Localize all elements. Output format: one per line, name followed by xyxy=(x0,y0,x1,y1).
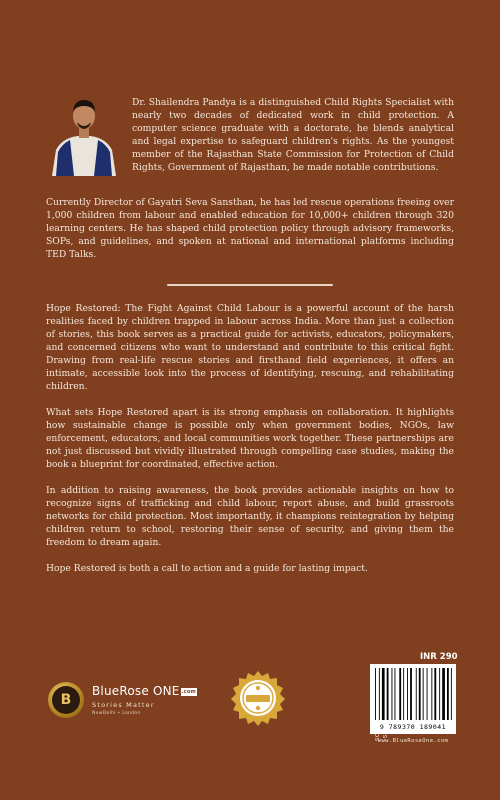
blurb-paragraph-3: In addition to raising awareness, the book provides actionable insights on how to recognize signs of trafficking and child labour, report abuse, and build grassroots networks for child protection. Most importantly, it champions reintegration by helping children return to school, restoring their sense of security, and giving them the freedom to dream again. xyxy=(46,485,454,548)
publisher-tagline: Stories Matter xyxy=(92,701,155,709)
quality-seal-icon xyxy=(230,670,286,726)
book-blurb xyxy=(46,302,454,588)
publisher-name-box: .com xyxy=(181,688,196,695)
isbn-number: 9 789370 189041 xyxy=(379,723,447,731)
blurb-paragraph-2: What sets Hope Restored apart is its strong emphasis on collaboration. It highlights how sustainable change is possible only when government bodies, NGOs, law enforcement, educators, and local communities work together. These partnerships are not just discussed but vividly illustrated through compelling case studies, making the book a blueprint for coordinated, effective action. xyxy=(46,407,454,470)
author-bio-paragraph-2: Currently Director of Gayatri Seva Sansthan, he has led rescue operations freeing over 1,000 children from labour and enabled education for 10,000+ children through 320 learning centers. He has shaped child protection policy through advisory frameworks, SOPs, and guidelines, and spoken at national and international platforms including TED Talks. xyxy=(46,197,454,260)
publisher-website: www.BlueRoseOne.com xyxy=(377,738,449,744)
blurb-paragraph-1: Hope Restored: The Fight Against Child Labour is a powerful account of the harsh realities faced by children trapped in labour across India. More than just a collection of stories, this book serves as a practical guide for activists, educators, policymakers, and concerned citizens who want to understand and contribute to this critical fight. Drawing from real-life rescue stories and firsthand field experiences, it offers an intimate, accessible look into the process of identifying, rescuing, and rehabilitating children. xyxy=(46,303,454,392)
publisher-locations: NewDelhi • London xyxy=(92,711,141,716)
publisher-name xyxy=(92,684,197,698)
publisher-name-text: BlueRose ONE xyxy=(92,684,180,698)
author-photo xyxy=(48,88,120,176)
publisher-emblem-letter: B xyxy=(52,686,80,714)
blurb-paragraph-4: Hope Restored is both a call to action and a guide for lasting impact. xyxy=(46,563,368,574)
section-divider xyxy=(167,284,333,286)
publisher-emblem-icon xyxy=(48,682,84,718)
price-label: INR 290 xyxy=(420,652,458,662)
author-bio-paragraph-1: Dr. Shailendra Pandya is a distinguished Child Rights Specialist with nearly two decades of dedicated work in child protection. A computer science graduate with a doctorate, he blends analytical and legal expertise to safeguard children's rights. As the youngest member of the Rajasthan State Commission for Protection of Child Rights, Government of Rajasthan, he made notable contributions. xyxy=(132,97,454,173)
publisher-logo xyxy=(48,680,238,724)
